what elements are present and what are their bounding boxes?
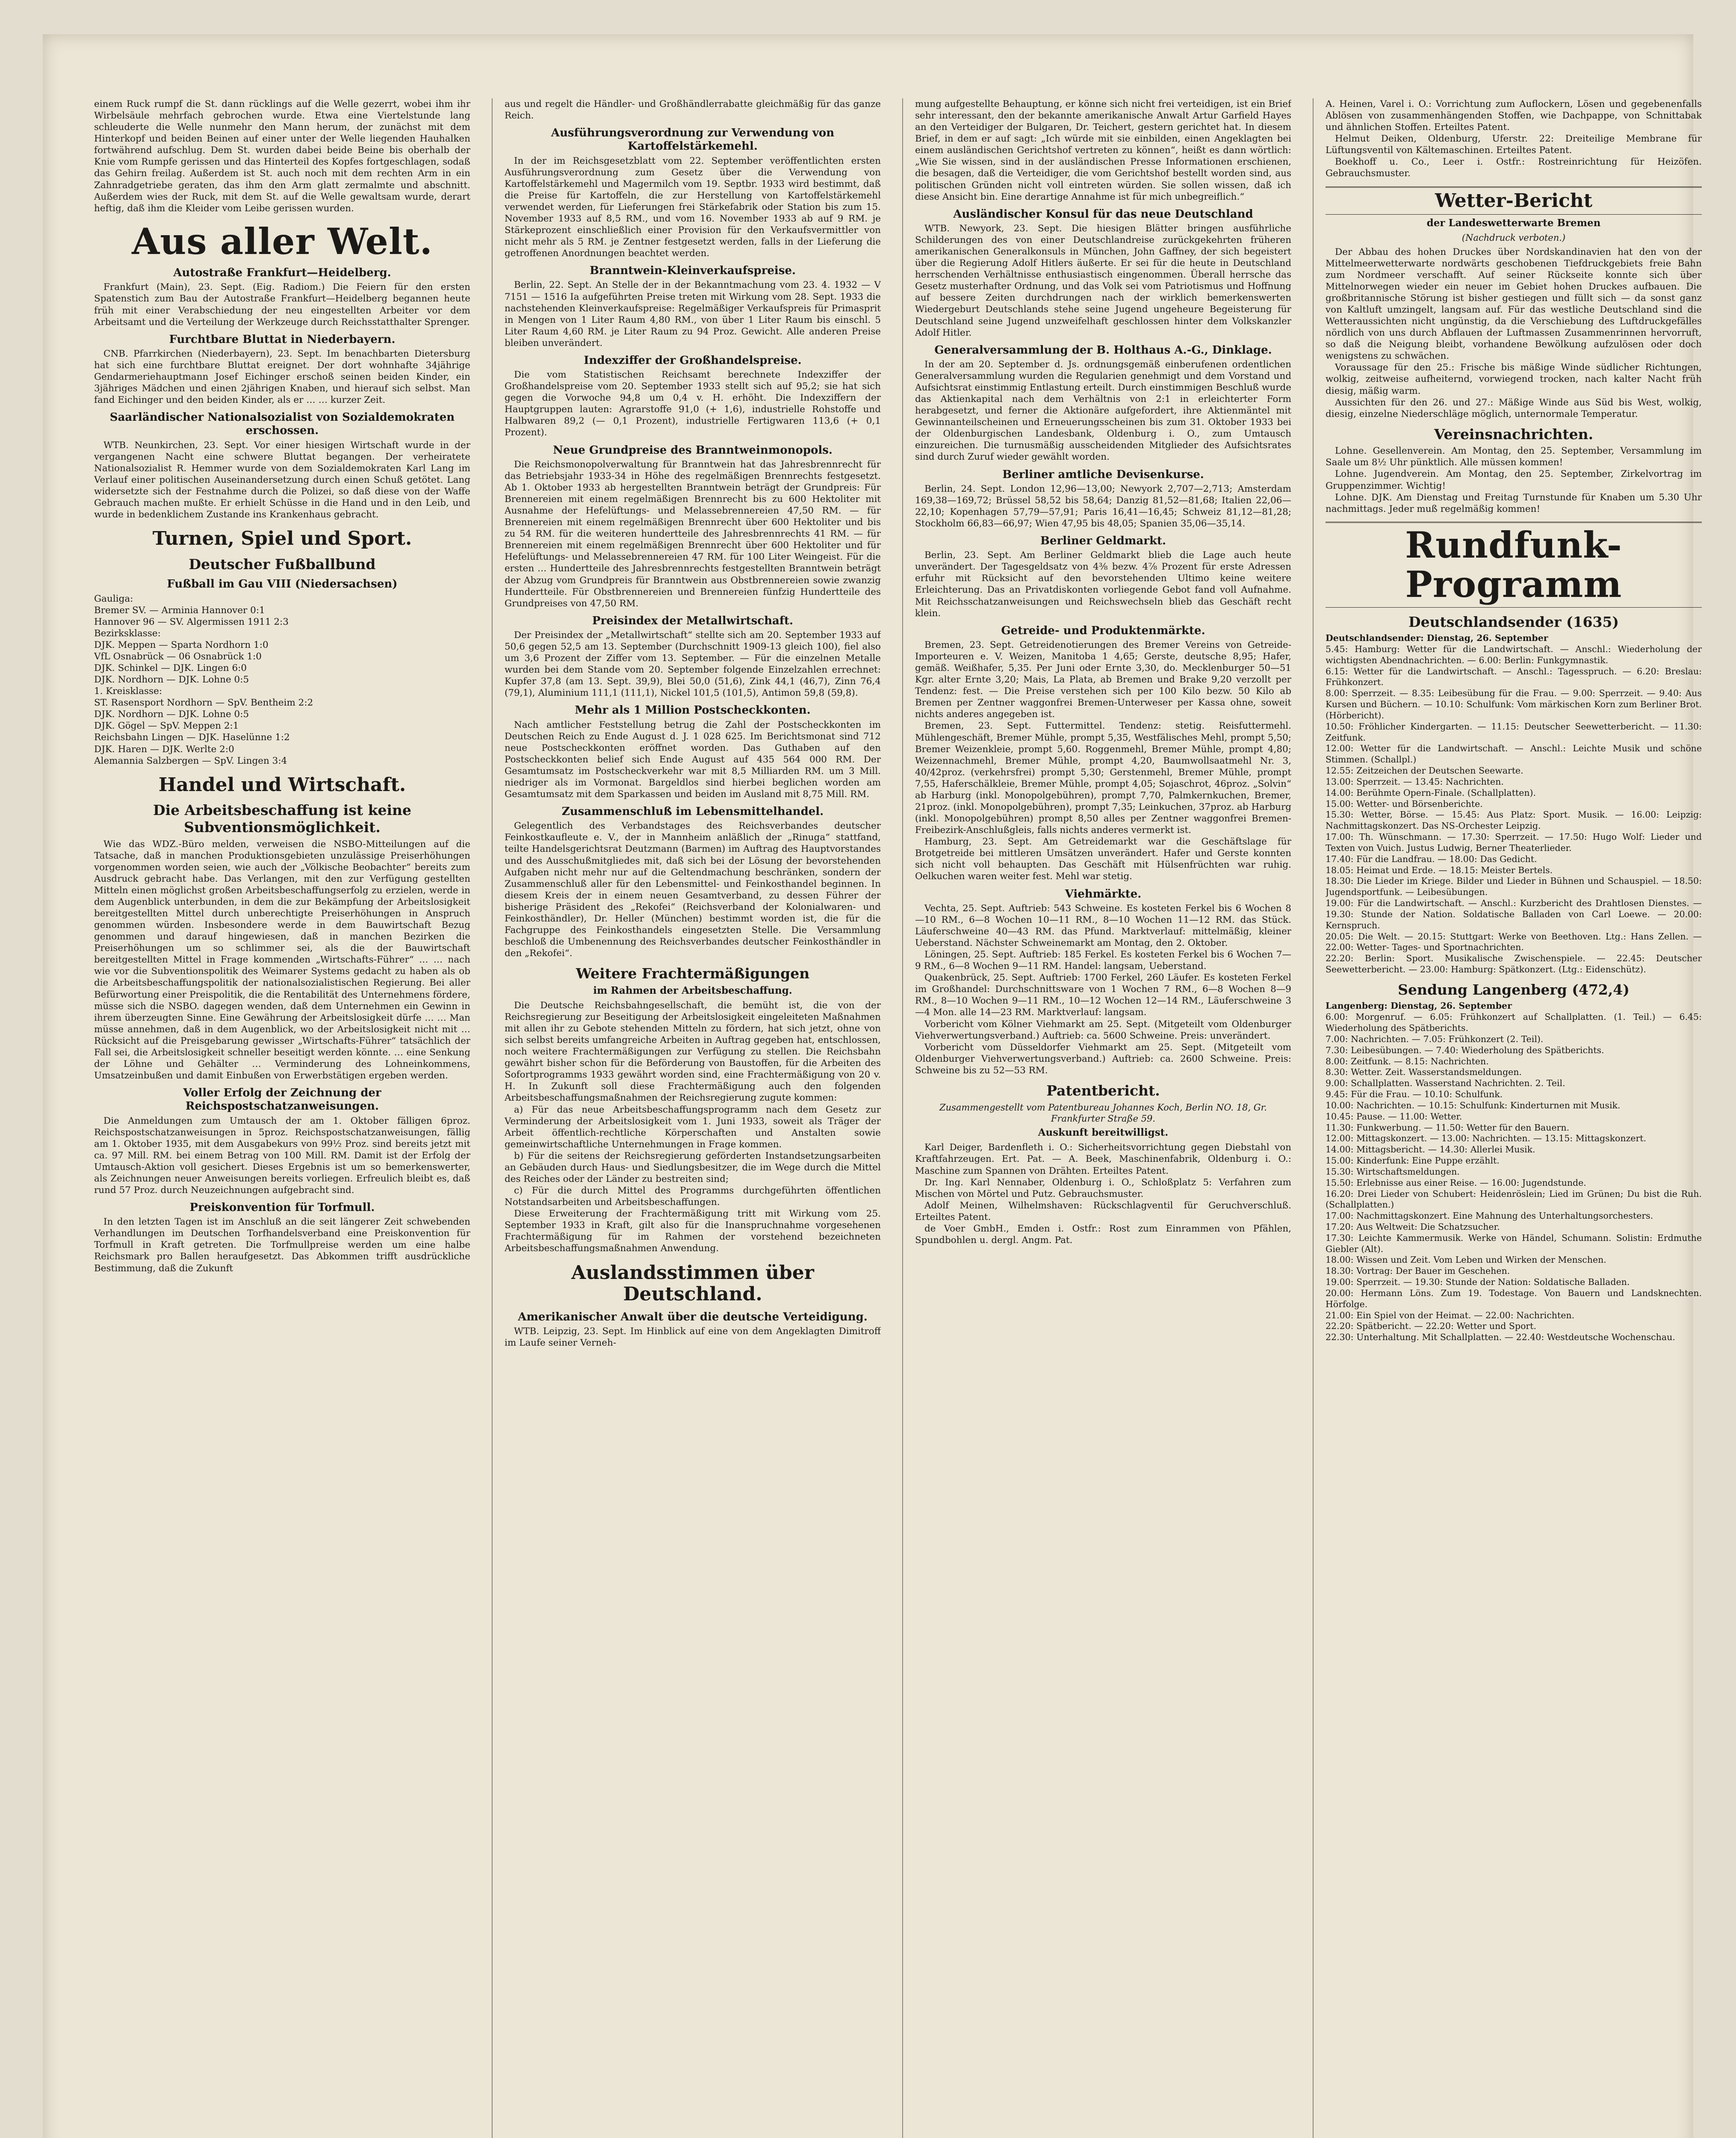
article-paragraph: Vorbericht vom Kölner Viehmarkt am 25. Sept. (Mitgeteilt vom Oldenburger Viehverwertungsverband.) Auftrieb: ca. 5600 Schweine. Preis: unverändert. [915,1019,1291,1041]
article-paragraph: In der im Reichsgesetzblatt vom 22. September veröffentlichten ersten Ausführungsverordnung zum Gesetz über die Verwendung von Kartoffelstärkemehl und Magermilch vom 19. Septbr. 1933 wird bestimmt, daß die Preise für Kartoffeln, die zur Herstellung von Kartoffelstärkemehl verwendet werden, für Lieferungen frei Stärkefabrik oder Station bis zum 15. November 1933 auf 8,5 RM., und vom 16. November 1933 ab auf 9 RM. je Stärkeprozent einschließlich einer Provision für den Verkaufsvermittler von nicht mehr als 5 RM. je Zentner festgesetzt werden, falls in der Lieferung die getroffenen Anordnungen beachtet werden. [505,155,881,259]
program-entry: 10.45: Pause. — 11.00: Wetter. [1326,1111,1462,1122]
article-paragraph: Gelegentlich des Verbandstages des Reichsverbandes deutscher Feinkostkaufleute e. V., der in Mannheim anläßlich der „Rinuga“ stattfand, teilte Handelsgerichtsrat Deutzmann (Barmen) im Auftrag des Hauptvorstandes und des Ausschußmitgliedes mit, daß sich bei der Lösung der bevorstehenden Aufgaben nicht mehr nur auf die Geltendmachung beschränken, sondern der Zusammenschluß aller für den Lebensmittel- und Feinkosthandel beginnen. In diesem Kreis der in einem neuen Gesamtverband, zu dessen Führer der bisherige Präsident des „Rekofei“ (Reichsverband der Kolonialwaren- und Feinkosthändler), Dr. Heller (München) bestimmt worden ist, die für die Fachgruppe des Feinkosthandels eingesetzten Stelle. Die Versammlung beschloß die Umbenennung des Reichsverbandes deutscher Feinkosthändler in den „Rekofei“. [505,821,881,959]
result-line: DJK. Schinkel — DJK. Lingen 6:0 [94,663,247,674]
article-paragraph: Lohne. Gesellenverein. Am Montag, den 25. September, Versammlung im Saale um 8½ Uhr pünktlich. Alle müssen kommen! [1326,446,1702,468]
program-entry: 7.30: Leibesübungen. — 7.40: Wiederholung des Spätberichts. [1326,1045,1604,1055]
article-subheadline: im Rahmen der Arbeitsbeschaffung. [593,984,792,996]
program-entry: 10.50: Fröhlicher Kindergarten. — 11.15: Deutscher Seewetterbericht. — 11.30: Zeitfunk. [1326,721,1702,743]
article-paragraph: Frankfurt (Main), 23. Sept. (Eig. Radiom.) Die Feiern für den ersten Spatenstich zum Bau der Autostraße Frankfurt—Heidelberg begannen heute früh mit einer Verabschiedung der neu eingestellten Arbeiter vor dem Arbeitsamt und die Verteilung der Werkzeuge durch Reichsstatthalter Sprenger. [94,282,470,328]
article-note: (Nachdruck verboten.) [1461,233,1566,243]
article-paragraph: CNB. Pfarrkirchen (Niederbayern), 23. Sept. Im benachbarten Dietersburg hat sich eine furchtbare Bluttat ereignet. Der dort wohnhafte 34jährige Gendarmeriehauptmann Josef Eichinger erschoß seinen beiden Kinder, ein 3jähriges Mädchen und einen 2jährigen Knaben, und hierauf sich selbst. Man fand Eichinger und den beiden Kinder, als er … … kurzer Zeit. [94,348,470,406]
program-entry: 8.00: Zeitfunk. — 8.15: Nachrichten. [1326,1056,1489,1066]
article-paragraph: Vorbericht vom Düsseldorfer Viehmarkt am 25. Sept. (Mitgeteilt vom Oldenburger Viehverwertungsverband.) Auftrieb: ca. 2600 Schweine. Preis: Schweine bis zu 52—53 RM. [915,1042,1291,1076]
program-entry: 15.30: Wetter, Börse. — 15.45: Aus Platz: Sport. Musik. — 16.00: Leipzig: Nachmittagskonzert. Das NS-Orchester Leipzig. [1326,809,1702,831]
program-entry: 17.00: Th. Wünschmann. — 17.30: Sperrzeit. — 17.50: Hugo Wolf: Lieder und Texten von Vuich. Justus Ludwig, Berner Theaterlieder. [1326,832,1702,853]
result-line: Bezirksklasse: [94,628,161,639]
article-paragraph: Die Reichsmonopolverwaltung für Branntwein hat das Jahresbrennrecht für das Betriebsjahr 1933-34 in Höhe des regelmäßigen Brennrechts festgesetzt. Ab 1. Oktober 1933 ab hergestellten Branntwein beträgt der Grundpreis: Für Brennereien mit einem regelmäßigen Brennrecht bis zu 600 Hektoliter mit Ausnahme der Hefelüftungs- und Melassebrennereien 47,50 RM. — für Brennereien mit einem regelmäßigen Brennrecht über 600 Hektoliter und bis zu 54 RM. für die weiteren hundertteile des Jahresbrennrechts 41 RM. — für Brennereien mit einem regelmäßigen Brennrecht über 600 Hektoliter und für Hefelüftungs- und Melassebrennereien 47 RM. für 100 Liter Weingeist. Für die ersten … Hundertteile des Jahresbrennrechts festgestellten Branntwein beträgt der Abzug vom Grundpreis für Branntwein aus Obstbrennereien sowie zwanzig Hundertteile. Für Obstbrennereien und Brennereien fünfzig Hundertteile des Grundpreises von 47,50 RM. [505,459,881,609]
section-heading: Turnen, Spiel und Sport. [152,528,412,550]
program-entry: 18.00: Wissen und Zeit. Vom Leben und Wirken der Menschen. [1326,1255,1606,1265]
radio-program-list [1326,1001,1702,1343]
program-entry: 9.00: Schallplatten. Wasserstand Nachrichten. 2. Teil. [1326,1078,1565,1089]
article-paragraph: A. Heinen, Varel i. O.: Vorrichtung zum Auflockern, Lösen und gegebenenfalls Ablösen von zusammenhängenden Stoffen, wie Dachpappe, von Schnittabak und ähnlichen Stoffen. Erteiltes Patent. [1326,99,1702,133]
column-rule [492,98,493,2138]
column-4 [1326,98,1702,1343]
article-paragraph: Helmut Deiken, Oldenburg, Uferstr. 22: Dreiteilige Membrane für Lüftungsventil von Kältemaschinen. Erteiltes Patent. [1326,133,1702,156]
column-1 [94,98,470,1274]
program-entry: 17.20: Aus Weltweit: Die Schatzsucher. [1326,1222,1500,1232]
article-paragraph: Vechta, 25. Sept. Auftrieb: 543 Schweine. Es kosteten Ferkel bis 6 Wochen 8—10 RM., 6—8 Wochen 10—11 RM., 8—10 Wochen 11—12 RM. das Stück. Läuferschweine 40—43 RM. das Pfund. Marktverlauf: mittelmäßig, kleiner Ueberstand. Nächster Schweinemarkt am Montag, den 2. Oktober. [915,903,1291,948]
article-paragraph: Boekhoff u. Co., Leer i. Ostfr.: Rostreinrichtung für Heizöfen. Gebrauchsmuster. [1326,157,1702,179]
article-headline: Ausführungsverordnung zur Verwendung von Kartoffelstärkemehl. [551,127,835,153]
article-paragraph: Hamburg, 23. Sept. Am Getreidemarkt war die Geschäftslage für Brotgetreide bei mittleren Umsätzen unverändert. Hafer und Gerste konnten sich nicht voll behaupten. Das Geschäft mit Hülsenfrüchten war ruhig. Oelkuchen waren weiter fest. Mehl war stetig. [915,836,1291,882]
article-paragraph: Berlin, 22. Sept. An Stelle der in der Bekanntmachung vom 23. 4. 1932 — V 7151 — 1516 Ia aufgeführten Preise treten mit Wirkung vom 28. Sept. 1933 die nachstehenden Kleinverkaufspreise: Regelmäßiger Verkaufspreis für Primasprit in Mengen von 1 Liter Raum 4,80 RM., von über 1 Liter Raum bis einschl. 5 Liter Raum 4,60 RM. je Liter Raum zu 94 Proz. Gewicht. Alle anderen Preise bleiben unverändert. [505,280,881,348]
program-entry: 16.20: Drei Lieder von Schubert: Heidenröslein; Lied im Grünen; Du bist die Ruh. (Schallplatten.) [1326,1188,1702,1210]
article-headline: Furchtbare Bluttat in Niederbayern. [169,333,396,346]
program-entry: 17.00: Nachmittagskonzert. Eine Mahnung des Unterhaltungsorchesters. [1326,1211,1653,1221]
program-entry: 8.30: Wetter. Zeit. Wasserstandsmeldungen. [1326,1067,1522,1078]
program-entry: 21.00: Ein Spiel von der Heimat. — 22.00: Nachrichten. [1326,1310,1575,1320]
article-headline: Saarländischer Nationalsozialist von Sozialdemokraten erschossen. [109,411,455,437]
program-entry: 13.00: Sperrzeit. — 13.45: Nachrichten. [1326,776,1504,787]
article-headline: Vereinsnachrichten. [1434,425,1594,443]
result-line: Reichsbahn Lingen — DJK. Haselünne 1:2 [94,732,290,743]
result-line: Hannover 96 — SV. Algermissen 1911 2:3 [94,616,289,627]
article-paragraph: WTB. Neunkirchen, 23. Sept. Vor einer hiesigen Wirtschaft wurde in der vergangenen Nacht eine schwere Bluttat begangen. Der verheiratete Nationalsozialist R. Hemmer wurde von dem Sozialdemokraten Karl Lang im Verlauf einer politischen Auseinandersetzung durch einen Schuß getötet. Lang widersetzte sich der Festnahme durch die Polizei, so daß diese von der Waffe Gebrauch machen mußte. Er erhielt Schüsse in die Hand und in den Leib, und wurde in bedenklichem Zustande ins Krankenhaus gebracht. [94,440,470,520]
article-paragraph: Quakenbrück, 25. Sept. Auftrieb: 1700 Ferkel, 260 Läufer. Es kosteten Ferkel im Großhandel: Durchschnittsware von 1 Wochen 7 RM., 6—8 Wochen 8—9 RM., 8—10 Wochen 9—11 RM., 10—12 Wochen 12—14 RM., Läuferschweine 3—4 Mon. alle 14—23 RM. Marktverlauf: langsam. [915,972,1291,1018]
program-entry: Deutschlandsender: Dienstag, 26. September [1326,633,1548,644]
program-entry: 19.00: Für die Landwirtschaft. — Anschl.: Kurzbericht des Drahtlosen Dienstes. — 19.30: Stunde der Nation. Soldatische Balladen von Carl Loewe. — 20.00: Kernspruch. [1326,898,1702,930]
program-entry: 17.30: Leichte Kammermusik. Werke von Händel, Schumann. Solistin: Erdmuthe Giebler (Alt). [1326,1232,1702,1254]
article-headline: Getreide- und Produktenmärkte. [1001,624,1205,637]
article-paragraph: Berlin, 23. Sept. Am Berliner Geldmarkt blieb die Lage auch heute unverändert. Der Tagesgeldsatz von 4⅜ bezw. 4⅞ Prozent für erste Adressen erfuhr mit Rücksicht auf den bevorstehenden Ultimo keine weitere Erleichterung. Das an Privatdiskonten vorliegende Gebot fand voll Aufnahme. Mit Reichsschatzanweisungen und Reichswechseln blieb das Geschäft recht klein. [915,550,1291,619]
program-entry: 12.00: Wetter für die Landwirtschaft. — Anschl.: Leichte Musik und schöne Stimmen. (Schallpl.) [1326,743,1702,765]
result-line: Alemannia Salzbergen — SpV. Lingen 3:4 [94,755,287,766]
article-headline: Berliner Geldmarkt. [1040,534,1166,548]
program-entry: 20.05: Die Welt. — 20.15: Stuttgart: Werke von Beethoven. Ltg.: Hans Zellen. — 22.00: Wetter- Tages- und Sportnachrichten. [1326,931,1702,953]
article-paragraph: Voraussage für den 25.: Frische bis mäßige Winde südlicher Richtungen, wolkig, zeitweise aufheiternd, vorwiegend trocken, nach kalter Nacht früh diesig, mäßig warm. [1326,362,1702,396]
program-entry: 15.00: Wetter- und Börsenberichte. [1326,798,1483,809]
article-headline: Berliner amtliche Devisenkurse. [1002,468,1204,481]
program-entry: 10.00: Nachrichten. — 10.15: Schulfunk: Kinderturnen mit Musik. [1326,1100,1621,1110]
article-headline: Generalversammlung der B. Holthaus A.-G., Dinklage. [934,343,1272,357]
program-entry: 11.30: Funkwerbung. — 11.50: Wetter für den Bauern. [1326,1122,1570,1133]
program-entry: 20.00: Hermann Löns. Zum 19. Todestage. Von Bauern und Landsknechten. Hörfolge. [1326,1288,1702,1309]
result-line: DJK. Nordhorn — DJK. Lohne 0:5 [94,709,249,720]
article-paragraph: einem Ruck rumpf die St. dann rücklings auf die Welle gezerrt, wobei ihm ihr Wirbelsäule mehrfach gebrochen wurde. Etwa eine Viertelstunde lang schleuderte die Welle nunmehr den Mann herum, der zunächst mit dem Hinterkopf und beiden Beinen auf einer unter der Welle liegenden Hauhalken fortwährend aufschlug. Dem St. wurden dabei beide Beine bis oberhalb der Knie vom Rumpfe gerissen und das Hinterteil des Kopfes fortgeschlagen, sodaß das Gehirn freilag. Außerdem ist St. auch noch mit dem rechten Arm in ein Zahnradgetriebe geraten, das ihm den Arm glatt zermalmte und abschnitt. Außerdem wies der Ruck, mit dem St. auf die Welle gewaltsam wurde, derart heftig, daß ihm die Kleider vom Leibe gerissen wurden. [94,99,470,214]
program-entry: 17.40: Für die Landfrau. — 18.00: Das Gedicht. [1326,853,1537,864]
article-headline: Branntwein-Kleinverkaufspreise. [589,264,796,278]
article-paragraph: mung aufgestellte Behauptung, er könne sich nicht frei verteidigen, ist ein Brief sehr interessant, den der bekannte amerikanische Anwalt Artur Garfield Hayes an den Verteidiger der Bulgaren, Dr. Teichert, gestern gerichtet hat. In diesem Brief, in dem er auf sagt: „Ich würde mit sie einbilden, einen Angeklagten bei einem ausländischen Gerichtshof vertreten zu können“, heißt es dann wörtlich: „Wie Sie wissen, sind in der ausländischen Presse Informationen erschienen, die besagen, daß die Verteidiger, die vom Gerichtshof bestellt worden sind, aus politischen Gründen nicht voll eintreten würden. Sie sollen wissen, daß ich diese Ansicht bin. Eine derartige Annahme ist für mich unbegreiflich.“ [915,99,1291,202]
program-entry: 6.00: Morgenruf. — 6.05: Frühkonzert auf Schallplatten. (1. Teil.) — 6.45: Wiederholung des Spätberichts. [1326,1012,1702,1034]
program-entry: 14.00: Mittagsbericht. — 14.30: Allerlei Musik. [1326,1144,1535,1155]
radio-program-list [1326,633,1702,975]
result-line: ST. Rasensport Nordhorn — SpV. Bentheim 2:2 [94,697,313,709]
column-2 [505,98,881,1349]
newspaper-page [43,34,1702,2138]
section-heading: Rundfunk-Programm [1326,522,1702,608]
program-entry: 15.00: Kinderfunk: Eine Puppe erzählt. [1326,1155,1500,1166]
program-entry: 18.05: Heimat und Erde. — 18.15: Meister Bertels. [1326,865,1553,875]
article-headline: Patentbericht. [1046,1082,1160,1099]
program-entry: 9.45: Für die Frau. — 10.10: Schulfunk. [1326,1089,1503,1100]
program-entry: 15.50: Erlebnisse aus einer Reise. — 16.00: Jugendstunde. [1326,1177,1586,1188]
program-entry: 22.30: Unterhaltung. Mit Schallplatten. — 22.40: Westdeutsche Wochenschau. [1326,1332,1675,1343]
article-paragraph: Diese Erweiterung der Frachtermäßigung tritt mit Wirkung vom 25. September 1933 in Kraft, gilt also für die Inanspruchnahme vorgesehenen Frachtermäßigung für im Rahmen der vorstehend bezeichneten Arbeitsbeschaffungsmaßnahmen Anwendung. [505,1208,881,1254]
article-headline: Mehr als 1 Million Postscheckkonten. [575,704,811,717]
results-list [94,593,470,767]
article-headline: Zusammenschluß im Lebensmittelhandel. [561,805,824,818]
article-paragraph: WTB. Newyork, 23. Sept. Die hiesigen Blätter bringen ausführliche Schilderungen des von einer Deutschlandreise zurückgekehrten früheren amerikanischen Generalkonsuls in München, John Gaffney, der sich begeistert über die Regierung Adolf Hitlers äußerte. Er sei für die heute in Deutschland herrschenden Verhältnisse enthusiastisch eingenommen. Überall herrsche das Gesetz musterhafter Ordnung, und das Volk sei vom Patriotismus und Hoffnung auf bessere Zeiten durchdrungen nach der wirklich bemerkenswerten Wiedergeburt Deutschlands stehe seine Jugend ungeheure Begeisterung für Deutschland seine Jugend unzweifelhaft geschlossen hinter dem Volkskanzler Adolf Hitler. [915,223,1291,338]
program-entry: 6.15: Wetter für die Landwirtschaft. — Anschl.: Tagesspruch. — 6.20: Breslau: Frühkonzert. [1326,666,1702,688]
article-headline: Autostraße Frankfurt—Heidelberg. [173,266,391,280]
article-paragraph: b) Für die seitens der Reichsregierung geförderten Instandsetzungsarbeiten an Gebäuden durch Haus- und Siedlungsbesitzer, die im Wege durch die Mittel des Reiches oder der Länder zu bestreiten sind; [505,1150,881,1184]
result-line: DJK. Gögel — SpV. Meppen 2:1 [94,721,239,732]
article-headline: Amerikanischer Anwalt über die deutsche Verteidigung. [518,1310,868,1323]
section-heading: Handel und Wirtschaft. [158,774,406,796]
article-paragraph: Lohne. Jugendverein. Am Montag, den 25. September, Zirkelvortrag im Gruppenzimmer. Wichtig! [1326,469,1702,491]
article-paragraph: Der Abbau des hohen Druckes über Nordskandinavien hat den von der Mittelmeerwetterwarte nordwärts geschobenen Tiefdruckgebiets freie Bahn zum Nordmeer verschafft. Auf seiner Rückseite konnte sich über Mittelnorwegen wieder ein neuer im Gebiet hohen Druckes aufbauen. Die großbritannische Störung ist bisher gestiegen und füllt sich — da sonst ganz von Kaltluft umzingelt, langsam auf. Für das westliche Deutschland sind die Wetteraussichten nicht ungünstig, da die Verschiebung des Luftdruckgefälles nördlich von uns durch Abflauen der Luftmassen Zusammenrinnen hervorruft, so daß die Neigung bleibt, vorhandene Bewölkung aufzulösen oder doch wenigstens zu schwächen. [1326,246,1702,362]
article-paragraph: Karl Deiger, Bardenfleth i. O.: Sicherheitsvorrichtung gegen Diebstahl von Kraftfahrzeugen. Ert. Pat. — A. Beek, Maschinenfabrik, Oldenburg i. O.: Maschine zum Spannen von Drähten. Erteiltes Patent. [915,1142,1291,1176]
article-paragraph: Die Deutsche Reichsbahngesellschaft, die bemüht ist, die von der Reichsregierung zur Beseitigung der Arbeitslosigkeit eingeleiteten Maßnahmen mit allen ihr zu Gebote stehenden Mitteln zu fördern, hat sich jetzt, ohne von sich selbst bereits umfangreiche Arbeiten in Auftrag gegeben hat, entschlossen, noch weitere Frachtermäßigungen zur Verfügung zu stellen. Die Reichsbahn gewährt bisher schon für die Beförderung von Baustoffen, für die Arbeiten des Sofortprogramms 1933 gewährt worden sind, eine Frachtermäßigung von 20 v. H. In Zukunft soll diese Frachtermäßigung auch den folgenden Arbeitsbeschaffungsmaßnahmen der Reichsregierung zugute kommen: [505,1000,881,1104]
result-line: DJK. Meppen — Sparta Nordhorn 1:0 [94,639,269,650]
article-subheadline: Auskunft bereitwilligst. [1038,1127,1169,1139]
article-paragraph: Nach amtlicher Feststellung betrug die Zahl der Postscheckkonten im Deutschen Reich zu Ende August d. J. 1 028 625. Im Berichtsmonat sind 712 neue Postscheckkonten eröffnet worden. Das Guthaben auf den Postscheckkonten belief sich Ende August auf 435 564 000 RM. Der Gesamtumsatz im Postscheckverkehr war mit 8,5 Milliarden RM. um 3 Mill. niedriger als im Vormonat. Bargeldlos sind hierbei beglichen worden am Gesamtumsatz mit dem Sparkassen und beiden im Ausland mit 8,75 Mill. RM. [505,719,881,800]
article-paragraph: In der am 20. September d. Js. ordnungsgemäß einberufenen ordentlichen Generalversammlung wurden die Regularien genehmigt und dem Vorstand und Aufsichtsrat einstimmig Entlastung erteilt. Durch einstimmigen Beschluß wurde das Aktienkapital nach dem Verhältnis von 2:1 in erleichterter Form herabgesetzt, und ferner die Aktionäre aufgefordert, ihre Aktienmäntel mit Gewinnanteilscheinen und Erneuerungsscheinen bis zum 31. Oktober 1933 bei der Oldenburgischen Landesbank, Oldenburg i. O., zum Umtausch einzureichen. Die turnusmäßig ausscheidenden Mitglieder des Aufsichtsrates sind durch Zuruf wieder gewählt worden. [915,359,1291,463]
article-note: Zusammengestellt vom Patentbureau Johannes Koch, Berlin NO. 18, Gr. Frankfurter Straße 59. [939,1102,1267,1124]
program-entry: 12.00: Mittagskonzert. — 13.00: Nachrichten. — 13.15: Mittagskonzert. [1326,1133,1647,1144]
program-entry: 15.30: Wirtschaftsmeldungen. [1326,1166,1460,1177]
article-paragraph: WTB. Leipzig, 23. Sept. Im Hinblick auf eine von dem Angeklagten Dimitroff im Laufe seiner Verneh- [505,1326,881,1348]
program-entry: 22.20: Spätbericht. — 22.20: Wetter und Sport. [1326,1321,1536,1332]
section-heading: Aus aller Welt. [132,220,433,263]
program-entry: 14.00: Berühmte Opern-Finale. (Schallplatten). [1326,787,1536,798]
program-entry: 7.00: Nachrichten. — 7.05: Frühkonzert (2. Teil). [1326,1034,1544,1044]
article-paragraph: a) Für das neue Arbeitsbeschaffungsprogramm nach dem Gesetz zur Verminderung der Arbeitslosigkeit vom 1. Juni 1933, soweit als Träger der Arbeit öffentlich-rechtliche Körperschaften und Anstalten sowie gemeinwirtschaftliche Unternehmungen in Frage kommen. [505,1104,881,1150]
article-headline: Ausländischer Konsul für das neue Deutschland [953,207,1253,221]
result-line: Bremer SV. — Arminia Hannover 0:1 [94,605,265,616]
article-paragraph: Lohne. DJK. Am Dienstag und Freitag Turnstunde für Knaben um 5.30 Uhr nachmittags. Jeder muß regelmäßig kommen! [1326,492,1702,514]
article-paragraph: Bremen, 23. Sept. Getreidenotierungen des Bremer Vereins von Getreide-Importeuren e. V. Weizen, Manitoba 1 4,65; Gerste, deutsche 8,95; Hafer, gemäß. Weißhafer, 5,35. Per Juni oder Ernte 3,30, do. Mecklenburger 50—51 Kgr. alter Ernte 3,20; Mais, La Plata, ab Bremen und Brake 9,20 verzollt per Tendenz: fest. — Die Preise verstehen sich per 100 Kilo bezw. 50 Kilo ab Bremen per Zentner waggonfrei Bremen-Unterweser per Kassa ohne, soweit nichts anderes angegeben ist. [915,639,1291,720]
article-subheadline: der Landeswetterwarte Bremen [1426,217,1601,229]
article-paragraph: Wie das WDZ.-Büro melden, verweisen die NSBO-Mitteilungen auf die Tatsache, daß in manchen Produktionsgebieten unzulässige Preiserhöhungen vorgenommen worden seien, wie auch der „Völkische Beobachter“ bereits zum Ausdruck gebracht habe. Das Verlangen, mit den zur Verfügung gestellten Mitteln einen möglichst großen Arbeitsbeschaffungserfolg zu erzielen, werde in dem Augenblick unterbunden, in dem die zur Bekämpfung der Arbeitslosigkeit bereitgestellten Mittel durch unberechtigte Preiserhöhungen in Anspruch genommen würden. Insbesondere werde in dem Bauwirtschaft Bezug genommen und darauf hingewiesen, daß in manchen Bezirken die Preiserhöhungen um so schlimmer sei, als die der Bauwirtschaft bereitgestellten Mittel in Frage kommenden „Wirtschafts-Führer“ … … nach wie vor die Subventionspolitik des Weimarer Systems gedacht zu haben als ob die Arbeitsbeschaffungspolitik der nationalsozialistischen Regierung. Bei aller Befürwortung einer Preispolitik, die die Rentabilität des Unternehmens fördere, müsse sich die NSBO. dagegen wenden, daß dem Unternehmen ein Gewinn in ihrem überzeugten Sinne. Eine Gewährung der Arbeitslosigkeit dürfe … … Man müsse annehmen, daß in dem Augenblick, wo der Arbeitslosigkeit nicht mit … Rücksicht auf die Preisgebarung gewisser „Wirtschafts-Führer“ tatsächlich der Fall sei, die Arbeitslosigkeit schneller beseitigt werden könnte. … eine Senkung der Löhne und Gehälter … Verminderung des Lohneinkommens, Umsatzeinbußen und damit Einbußen von Erwerbstätigen ergeben werden. [94,839,470,1081]
article-headline: Neue Grundpreise des Branntweinmonopols. [553,443,833,457]
article-headline: Fußball im Gau VIII (Niedersachsen) [167,578,398,591]
program-entry: 18.30: Vortrag: Der Bauer im Geschehen. [1326,1266,1510,1276]
column-3 [915,98,1291,1246]
article-headline: Sendung Langenberg (472,4) [1398,981,1630,998]
article-headline: Deutschlandsender (1635) [1408,613,1619,630]
column-rule [1313,98,1314,2138]
article-paragraph: Löningen, 25. Sept. Auftrieb: 185 Ferkel. Es kosteten Ferkel bis 6 Wochen 7—9 RM., 6—8 Wochen 9—11 RM. Handel: langsam, Ueberstand. [915,949,1291,972]
column-rule [902,98,903,2138]
article-paragraph: Bremen, 23. Sept. Futtermittel. Tendenz: stetig. Reisfuttermehl. Mühlengeschäft, Bremer Mühle, prompt 5,35, Westfälisches Mehl, prompt 5,50; Bremer Weizenkleie, prompt 5,60. Roggenmehl, Bremer Mühle, prompt 4,80; Weizennachmehl, Bremer Mühle, prompt 4,20, Baumwollsaatmehl Nr. 3, 40/42proz. (verkehrsfrei) prompt 5,30; Gerstenmehl, Bremer Mühle, prompt 7,55, Haferschälkleie, Bremer Mühle, prompt 4,05; Sojaschrot, 46proz. „Solvin“ ab Harburg (inkl. Monopolgebühren), prompt 7,70, Palmkernkuchen, Bremer, 21proz. (inkl. Monopolgebühren), prompt 7,35; Leinkuchen, 37proz. ab Harburg (inkl. Monopolgebühren) prompt 8,50 alles per Zentner waggonfrei Bremen-Freibezirk-Anschlußgleis, falls nichts anderes vermerkt ist. [915,721,1291,836]
result-line: VfL Osnabrück — 06 Osnabrück 1:0 [94,651,262,662]
article-paragraph: Berlin, 24. Sept. London 12,96—13,00; Newyork 2,707—2,713; Amsterdam 169,38—169,72; Brüssel 58,52 bis 58,64; Danzig 81,52—81,68; Italien 22,06—22,10; Kopenhagen 57,79—57,91; Paris 16,41—16,45; Schweiz 81,12—81,28; Stockholm 66,83—66,97; Wien 47,95 bis 48,05; Spanien 35,06—35,14. [915,483,1291,529]
result-line: DJK. Haren — DJK. Werlte 2:0 [94,744,234,755]
article-paragraph: c) Für die durch Mittel des Programms durchgeführten öffentlichen Notstandsarbeiten und Arbeitsbeschaffungen. [505,1185,881,1208]
program-entry: 18.30: Die Lieder im Kriege. Bilder und Lieder in Bühnen und Schauspiel. — 18.50: Jugendsportfunk. — Leibesübungen. [1326,876,1702,898]
article-headline: Preiskonvention für Torfmull. [189,1201,375,1214]
article-headline: Deutscher Fußballbund [189,555,376,573]
article-paragraph: Dr. Ing. Karl Nennaber, Oldenburg i. O., Schloßplatz 5: Verfahren zum Mischen von Mörtel und Putz. Gebrauchsmuster. [915,1177,1291,1199]
program-entry: 5.45: Hamburg: Wetter für die Landwirtschaft. — Anschl.: Wiederholung der wichtigsten Abendnachrichten. — 6.00: Berlin: Funkgymnastik. [1326,644,1702,665]
result-line: DJK. Nordhorn — DJK. Lohne 0:5 [94,674,249,685]
result-line: 1. Kreisklasse: [94,686,162,697]
result-line: Gauliga: [94,593,133,604]
program-entry: 19.00: Sperrzeit. — 19.30: Stunde der Nation: Soldatische Balladen. [1326,1277,1630,1288]
program-entry: Langenberg: Dienstag, 26. September [1326,1001,1512,1011]
article-headline: Viehmärkte. [1065,887,1142,901]
program-entry: 12.55: Zeitzeichen der Deutschen Seewarte. [1326,765,1523,776]
article-headline: Die Arbeitsbeschaffung ist keine Subventionsmöglichkeit. [153,802,412,836]
article-paragraph: aus und regelt die Händler- und Großhändlerrabatte gleichmäßig für das ganze Reich. [505,99,881,121]
article-paragraph: de Voer GmbH., Emden i. Ostfr.: Rost zum Einrammen von Pfählen, Spundbohlen u. dergl. Angm. Pat. [915,1223,1291,1246]
article-paragraph: Der Preisindex der „Metallwirtschaft“ stellte sich am 20. September 1933 auf 50,6 gegen 52,5 am 13. September (Durchschnitt 1909-13 gleich 100), fiel also um 3,6 Prozent der Ziffer vom 13. September. — Für die einzelnen Metalle wurden bei dem Stande vom 20. September folgende Einzelzahlen errechnet: Kupfer 37,8 (am 13. Sept. 39,9), Blei 50,0 (51,6), Zink 44,1 (46,7), Zinn 76,4 (79,1), Aluminium 111,1 (111,1), Nickel 101,5 (101,5), Antimon 59,8 (59,8). [505,629,881,699]
section-heading: Auslandsstimmen über Deutschland. [571,1261,814,1305]
article-headline: Preisindex der Metallwirtschaft. [592,614,794,627]
article-paragraph: Adolf Meinen, Wilhelmshaven: Rückschlagventil für Geruchverschluß. Erteiltes Patent. [915,1200,1291,1223]
section-heading: Wetter-Bericht [1326,186,1702,215]
article-paragraph: Die vom Statistischen Reichsamt berechnete Indexziffer der Großhandelspreise vom 20. September 1933 stellt sich auf 95,2; sie hat sich gegen die Vorwoche 94,8 um 0,4 v. H. erhöht. Die Indexziffern der Hauptgruppen lauten: Agrarstoffe 91,0 (+ 1,6), industrielle Rohstoffe und Halbwaren 89,2 (— 0,1 Prozent), industrielle Fertigwaren 113,6 (+ 0,1 Prozent). [505,369,881,438]
program-entry: 8.00: Sperrzeit. — 8.35: Leibesübung für die Frau. — 9.00: Sperrzeit. — 9.40: Aus Kursen und Büchern. — 10.10: Schulfunk: Vom märkischen Korn zum Berliner Brot. (Hörbericht). [1326,688,1702,721]
article-paragraph: Die Anmeldungen zum Umtausch der am 1. Oktober fälligen 6proz. Reichspostschatzanweisungen in 5proz. Reichspostschatzanweisungen, fällig am 1. Oktober 1935, mit dem Ausgabekurs von 99½ Proz. sind bereits jetzt mit ca. 97 Mill. RM. bei einem Betrag von 100 Mill. RM. Damit ist der Erfolg der Umtausch-Aktion voll gesichert. Dieses Ergebnis ist um so bemerkenswerter, als Zeichnungen neuer Anweisungen bereits vorliegen. Erfreulich bleibt es, daß rund 57 Proz. durch Neuzeichnungen aufgebracht sind. [94,1115,470,1196]
article-paragraph: In den letzten Tagen ist im Anschluß an die seit längerer Zeit schwebenden Verhandlungen im Deutschen Torfhandelsverband eine Preiskonvention für Torfmull in Kraft getreten. Die Torfmullpreise werden um eine halbe Reichsmark pro Ballen heraufgesetzt. Das Abkommen trifft ausdrückliche Bestimmung, daß die Zukunft [94,1217,470,1274]
article-headline: Voller Erfolg der Zeichnung der Reichspostschatzanweisungen. [183,1087,381,1113]
program-entry: 22.20: Berlin: Sport. Musikalische Zwischenspiele. — 22.45: Deutscher Seewetterbericht. — 23.00: Hamburg: Spätkonzert. (Ltg.: Eidenschütz). [1326,953,1702,975]
article-headline: Weitere Frachtermäßigungen [576,965,810,982]
article-paragraph: Aussichten für den 26. und 27.: Mäßige Winde aus Süd bis West, wolkig, diesig, einzelne Niederschläge möglich, unternormale Temperatur. [1326,397,1702,419]
article-headline: Indexziffer der Großhandelspreise. [584,354,802,367]
